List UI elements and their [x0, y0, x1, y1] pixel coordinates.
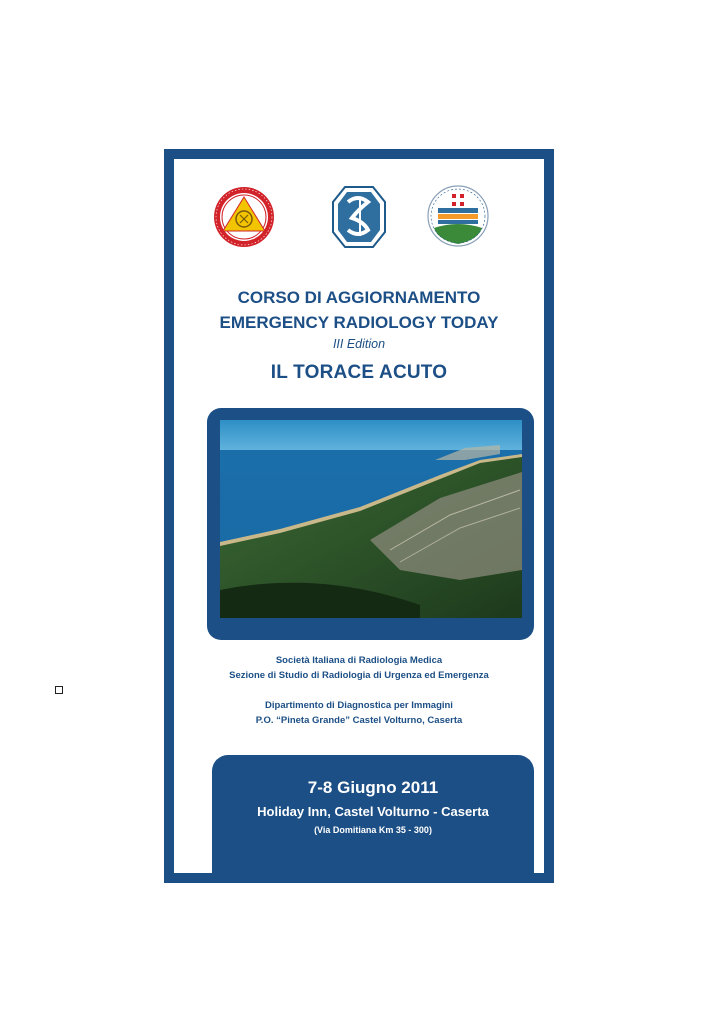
course-title-line2: EMERGENCY RADIOLOGY TODAY — [219, 313, 499, 332]
course-title-line1: CORSO DI AGGIORNAMENTO — [237, 288, 481, 307]
event-details-box — [212, 755, 534, 883]
sirm-logo-icon — [330, 184, 388, 250]
brochure-frame — [164, 149, 554, 883]
organizers-info — [174, 654, 544, 728]
photo-frame — [207, 408, 534, 640]
aerial-coast-photo — [220, 420, 522, 618]
section-name: Sezione di Studio di Radiologia di Urgenza ed Emergenza — [229, 669, 489, 681]
sirm-emergency-seal-icon — [212, 185, 276, 249]
society-name: Società Italiana di Radiologia Medica — [275, 655, 443, 666]
event-venue: Holiday Inn, Castel Volturno - Caserta — [257, 804, 489, 819]
event-date: 7-8 Giugno 2011 — [307, 778, 439, 797]
main-title: IL TORACE ACUTO — [270, 362, 448, 383]
event-address: (Via Domitiana Km 35 - 300) — [314, 825, 432, 835]
edition-label: III Edition — [332, 337, 386, 351]
brochure-page — [174, 159, 544, 873]
department-name: Dipartimento di Diagnostica per Immagini — [265, 700, 453, 711]
course-title-block — [174, 285, 544, 387]
pineta-grande-logo-icon — [426, 184, 490, 248]
checkbox-icon — [55, 686, 63, 694]
hospital-name: P.O. “Pineta Grande” Castel Volturno, Caserta — [255, 714, 463, 726]
